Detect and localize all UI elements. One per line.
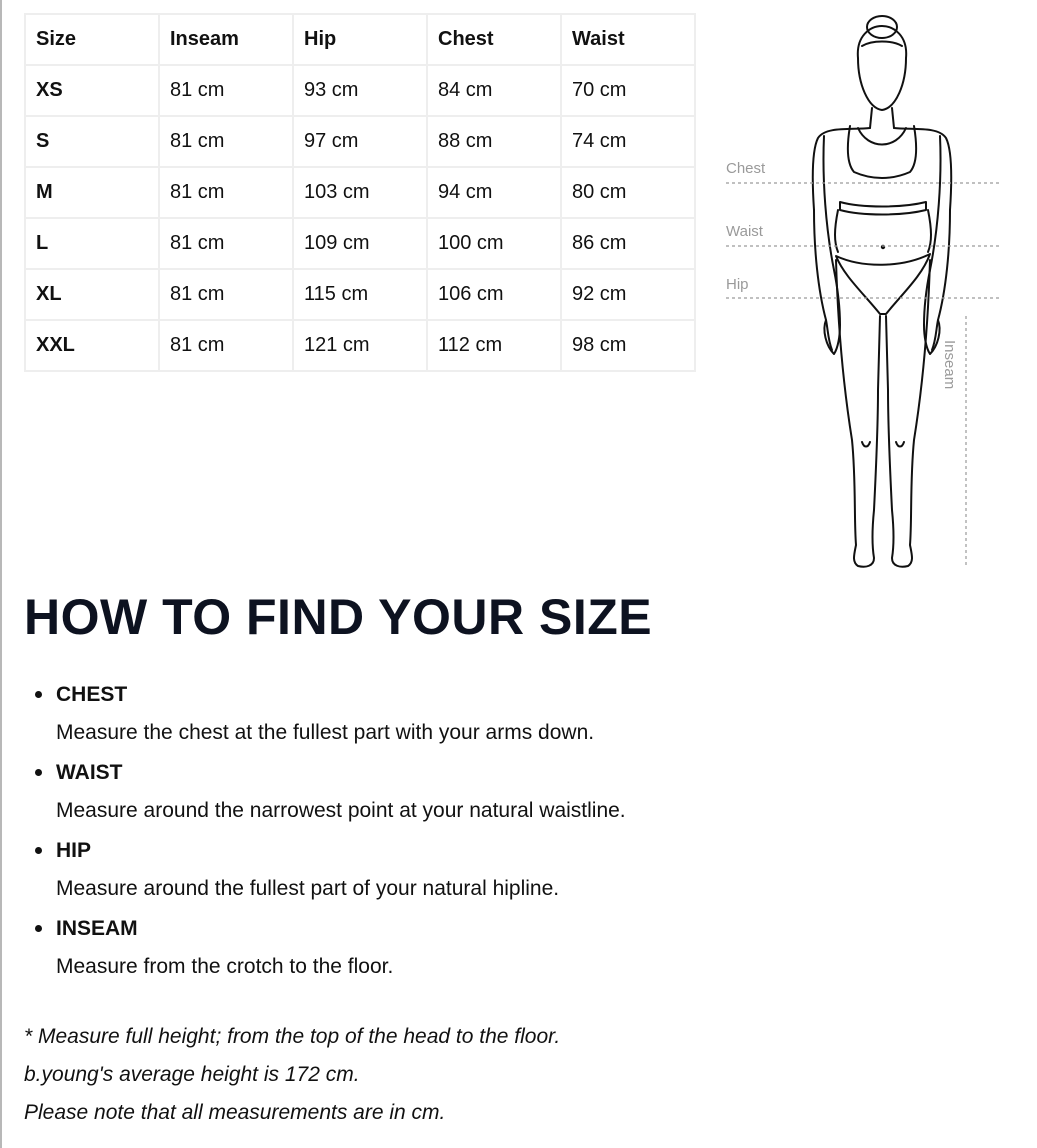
cell-inseam: 81 cm	[159, 116, 293, 167]
inseam-line-label: Inseam	[941, 340, 958, 390]
bullet-icon	[35, 691, 42, 698]
guide-item-description: Measure around the fullest part of your natural hipline.	[56, 877, 560, 900]
cell-size: M	[25, 167, 159, 218]
hip-line-label: Hip	[726, 276, 749, 293]
footnotes	[24, 1018, 560, 1132]
size-table	[24, 13, 696, 372]
cell-chest: 94 cm	[427, 167, 561, 218]
cell-waist: 86 cm	[561, 218, 695, 269]
guide-item-chest	[24, 678, 744, 754]
cell-size: S	[25, 116, 159, 167]
cell-size: L	[25, 218, 159, 269]
chest-line-label: Chest	[726, 160, 766, 177]
cell-chest: 88 cm	[427, 116, 561, 167]
cell-chest: 84 cm	[427, 65, 561, 116]
guide-item-title: HIP	[56, 839, 92, 862]
cell-hip: 115 cm	[293, 269, 427, 320]
guide-item-description: Measure from the crotch to the floor.	[56, 955, 394, 978]
guide-item-title: INSEAM	[56, 917, 138, 940]
table-row	[25, 269, 695, 320]
measurement-guide-list	[24, 678, 744, 990]
body-measurement-figure	[722, 10, 1012, 575]
bullet-icon	[35, 925, 42, 932]
cell-hip: 103 cm	[293, 167, 427, 218]
footnote-units: Please note that all measurements are in cm.	[24, 1101, 446, 1124]
cell-inseam: 81 cm	[159, 269, 293, 320]
cell-waist: 92 cm	[561, 269, 695, 320]
cell-size: XS	[25, 65, 159, 116]
column-header-hip: Hip	[293, 14, 427, 65]
cell-hip: 121 cm	[293, 320, 427, 371]
cell-hip: 93 cm	[293, 65, 427, 116]
cell-inseam: 81 cm	[159, 65, 293, 116]
cell-chest: 100 cm	[427, 218, 561, 269]
waist-line-label: Waist	[726, 223, 763, 240]
cell-hip: 109 cm	[293, 218, 427, 269]
column-header-inseam: Inseam	[159, 14, 293, 65]
table-row	[25, 116, 695, 167]
guide-item-description: Measure around the narrowest point at your natural waistline.	[56, 799, 626, 822]
cell-chest: 112 cm	[427, 320, 561, 371]
bullet-icon	[35, 847, 42, 854]
cell-waist: 98 cm	[561, 320, 695, 371]
cell-inseam: 81 cm	[159, 320, 293, 371]
cell-waist: 70 cm	[561, 65, 695, 116]
guide-item-title: WAIST	[56, 761, 123, 784]
table-header-row	[25, 14, 695, 65]
table-row	[25, 167, 695, 218]
guide-item-waist	[24, 756, 744, 832]
bullet-icon	[35, 769, 42, 776]
cell-hip: 97 cm	[293, 116, 427, 167]
body-outline-illustration	[722, 10, 1012, 575]
guide-item-title: CHEST	[56, 683, 128, 706]
column-header-size: Size	[25, 14, 159, 65]
table-row	[25, 218, 695, 269]
section-title: HOW TO FIND YOUR SIZE	[24, 589, 653, 645]
cell-inseam: 81 cm	[159, 218, 293, 269]
guide-item-hip	[24, 834, 744, 910]
table-row	[25, 320, 695, 371]
cell-size: XXL	[25, 320, 159, 371]
footnote-height: * Measure full height; from the top of the head to the floor.	[24, 1025, 561, 1048]
cell-waist: 74 cm	[561, 116, 695, 167]
cell-waist: 80 cm	[561, 167, 695, 218]
cell-inseam: 81 cm	[159, 167, 293, 218]
column-header-chest: Chest	[427, 14, 561, 65]
cell-size: XL	[25, 269, 159, 320]
table-row	[25, 65, 695, 116]
guide-item-inseam	[24, 912, 744, 988]
guide-item-description: Measure the chest at the fullest part with your arms down.	[56, 721, 595, 744]
footnote-average-height: b.young's average height is 172 cm.	[24, 1063, 360, 1086]
column-header-waist: Waist	[561, 14, 695, 65]
cell-chest: 106 cm	[427, 269, 561, 320]
measurement-guide-lines	[726, 183, 1000, 568]
